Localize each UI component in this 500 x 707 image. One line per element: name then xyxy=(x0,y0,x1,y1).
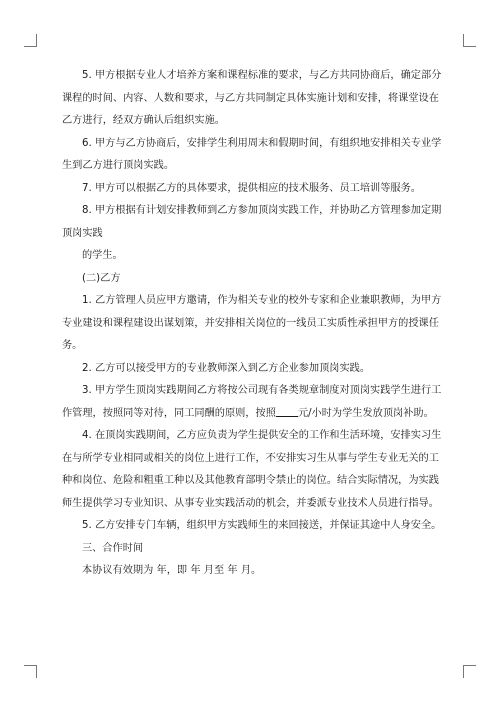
text-line: 7. 甲方可以根据乙方的具体要求，提供相应的技术服务、员工培训等服务。 xyxy=(82,182,421,194)
text-line: 本协议有效期为 年，即 年 月至 年 月。 xyxy=(82,565,262,576)
text-line: 课程的时间、内容、人数和要求，与乙方共同制定具体实施计划和安排，将课堂设在 xyxy=(62,92,439,104)
crop-mark-bottom-left xyxy=(24,665,37,678)
paragraph-validity-term xyxy=(62,560,447,583)
section-heading-cooperation-period xyxy=(62,538,447,561)
fill-in-blank xyxy=(276,406,298,417)
text-line: (二)乙方 xyxy=(82,272,121,284)
text-segment: 元/小时为学生发放顶岗补助。 xyxy=(297,407,434,419)
text-line: 顶岗实践 xyxy=(62,227,103,239)
text-line: 5. 乙方安排专门车辆，组织甲方实践师生的来回接送，并保证其途中人身安全。 xyxy=(82,520,442,531)
text-line xyxy=(62,403,447,426)
text-line: 师生提供学习专业知识、从事专业实践活动的机会，并委派专业技术人员进行指导。 xyxy=(62,497,439,509)
text-line: 3. 甲方学生顶岗实践期间乙方将按公司现有各类规章制度对顶岗实践学生进行工 xyxy=(82,385,442,396)
crop-mark-top-left xyxy=(24,34,37,47)
text-line: 三、合作时间 xyxy=(82,542,144,554)
paragraph-party-b-item-2 xyxy=(62,358,447,381)
paragraph-party-a-item-5 xyxy=(62,65,447,133)
text-line: 专业建设和课程建设出谋划策，并安排相关岗位的一线员工实质性承担甲方的授课任 xyxy=(62,317,439,329)
crop-mark-bottom-right xyxy=(463,665,476,678)
text-line: 生到乙方进行顶岗实践。 xyxy=(62,160,175,171)
paragraph-party-a-item-8-continued xyxy=(62,245,447,268)
paragraph-party-b-item-5 xyxy=(62,515,447,538)
text-line: 务。 xyxy=(62,340,83,351)
text-line: 种和岗位、危险和粗重工种以及其他教育部明令禁止的岗位。结合实际情况，为实践 xyxy=(62,475,439,486)
text-line: 5. 甲方根据专业人才培养方案和课程标准的要求，与乙方共同协商后，确定部分 xyxy=(82,70,442,81)
text-line: 乙方进行，经双方确认后组织实施。 xyxy=(62,115,225,126)
section-heading-party-b xyxy=(62,268,447,291)
paragraph-party-a-item-8 xyxy=(62,200,447,245)
text-line: 8. 甲方根据有计划安排教师到乙方参加顶岗实践工作，并协助乙方管理参加定期 xyxy=(82,205,442,216)
paragraph-party-b-item-1 xyxy=(62,290,447,358)
text-line: 2. 乙方可以接受甲方的专业教师深入到乙方企业参加顶岗实践。 xyxy=(82,362,371,374)
text-line: 1. 乙方管理人员应甲方邀请，作为相关专业的校外专家和企业兼职教师，为甲方 xyxy=(82,295,442,306)
text-line: 6. 甲方与乙方协商后，安排学生利用周末和假期时间，有组织地安排相关专业学 xyxy=(82,137,442,149)
text-segment: 作管理，按照同等对待，同工同酬的原则，按照 xyxy=(62,407,276,419)
paragraph-party-b-item-4 xyxy=(62,425,447,515)
text-line: 的学生。 xyxy=(82,250,123,261)
document-body xyxy=(62,65,447,583)
paragraph-party-b-item-3 xyxy=(62,380,447,425)
paragraph-party-a-item-6 xyxy=(62,133,447,178)
paragraph-party-a-item-7 xyxy=(62,178,447,201)
crop-mark-top-right xyxy=(463,34,476,47)
text-line: 在与所学专业相同或相关的岗位上进行工作，不安排实习生从事与学生专业无关的工 xyxy=(62,452,439,464)
text-line: 4. 在顶岗实践期间，乙方应负责为学生提供安全的工作和生活环境，安排实习生 xyxy=(82,430,442,441)
